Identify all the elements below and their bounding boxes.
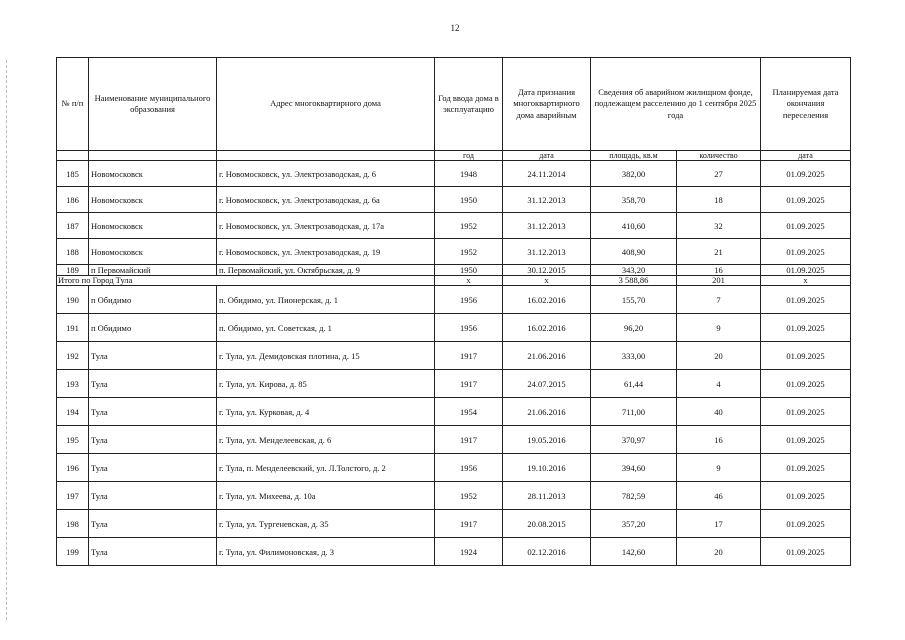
cell-date: 24.11.2014 — [503, 161, 591, 187]
cell-num: 192 — [57, 342, 89, 370]
table-row — [57, 342, 851, 370]
cell-count: 9 — [677, 314, 761, 342]
cell-address: п. Обидимо, ул. Пионерская, д. 1 — [217, 286, 435, 314]
cell-address: г. Новомосковск, ул. Электрозаводская, д. 6а — [217, 187, 435, 213]
cell-plan-date: 01.09.2025 — [761, 538, 851, 566]
cell-year: 1952 — [435, 239, 503, 265]
cell-plan-date: 01.09.2025 — [761, 161, 851, 187]
header-municipality: Наименование муниципального образования — [89, 58, 217, 151]
header-num: № п/п — [57, 58, 89, 151]
table-row — [57, 538, 851, 566]
subheader-date: дата — [503, 151, 591, 161]
cell-num: 198 — [57, 510, 89, 538]
cell-year: 1956 — [435, 454, 503, 482]
cell-municipality: п Обидимо — [89, 286, 217, 314]
header-year-built: Год ввода дома в эксплуатацию — [435, 58, 503, 151]
cell-plan-date: 01.09.2025 — [761, 239, 851, 265]
cell-num: 189 — [57, 265, 89, 276]
cell-address: г. Тула, ул. Кирова, д. 85 — [217, 370, 435, 398]
cell-year: 1948 — [435, 161, 503, 187]
cell-municipality: Новомосковск — [89, 187, 217, 213]
cell-plan-date: 01.09.2025 — [761, 482, 851, 510]
cell-address: г. Новомосковск, ул. Электрозаводская, д. 17а — [217, 213, 435, 239]
cell-area: 96,20 — [591, 314, 677, 342]
cell-plan-date: 01.09.2025 — [761, 265, 851, 276]
cell-count: 18 — [677, 187, 761, 213]
cell-num: 187 — [57, 213, 89, 239]
cell-area: 61,44 — [591, 370, 677, 398]
cell-address: г. Тула, ул. Курковая, д. 4 — [217, 398, 435, 426]
cell-plan-date: 01.09.2025 — [761, 454, 851, 482]
cell-count: 16 — [677, 265, 761, 276]
cell-address: г. Тула, ул. Филимоновская, д. 3 — [217, 538, 435, 566]
cell-count: 9 — [677, 454, 761, 482]
total-row — [57, 276, 851, 286]
cell-year: 1954 — [435, 398, 503, 426]
cell-count: 27 — [677, 161, 761, 187]
cell-date: 20.08.2015 — [503, 510, 591, 538]
cell-area: 394,60 — [591, 454, 677, 482]
cell-date: 31.12.2013 — [503, 239, 591, 265]
cell-municipality: Новомосковск — [89, 213, 217, 239]
table-row — [57, 426, 851, 454]
header-planned-date: Планируемая дата окончания переселения — [761, 58, 851, 151]
scan-edge-marks — [6, 60, 11, 620]
cell-municipality: Тула — [89, 342, 217, 370]
cell-municipality: Тула — [89, 370, 217, 398]
total-date: х — [503, 276, 591, 286]
cell-area: 358,70 — [591, 187, 677, 213]
cell-municipality: Тула — [89, 398, 217, 426]
cell-date: 28.11.2013 — [503, 482, 591, 510]
cell-municipality: Тула — [89, 426, 217, 454]
cell-area: 333,00 — [591, 342, 677, 370]
cell-count: 20 — [677, 538, 761, 566]
cell-year: 1917 — [435, 426, 503, 454]
table-row — [57, 161, 851, 187]
table-row — [57, 454, 851, 482]
cell-date: 21.06.2016 — [503, 342, 591, 370]
cell-year: 1917 — [435, 510, 503, 538]
cell-date: 21.06.2016 — [503, 398, 591, 426]
cell-num: 193 — [57, 370, 89, 398]
cell-num: 197 — [57, 482, 89, 510]
cell-date: 19.05.2016 — [503, 426, 591, 454]
cell-count: 16 — [677, 426, 761, 454]
cell-address: г. Тула, ул. Михеева, д. 10а — [217, 482, 435, 510]
header-address: Адрес многоквартирного дома — [217, 58, 435, 151]
subheader-count: количество — [677, 151, 761, 161]
cell-plan-date: 01.09.2025 — [761, 398, 851, 426]
cell-municipality: Тула — [89, 482, 217, 510]
total-plan: х — [761, 276, 851, 286]
cell-municipality: п Обидимо — [89, 314, 217, 342]
subheader-area: площадь, кв.м — [591, 151, 677, 161]
cell-num: 194 — [57, 398, 89, 426]
cell-year: 1924 — [435, 538, 503, 566]
cell-area: 357,20 — [591, 510, 677, 538]
header-row — [57, 58, 851, 151]
cell-date: 31.12.2013 — [503, 213, 591, 239]
cell-count: 32 — [677, 213, 761, 239]
cell-num: 186 — [57, 187, 89, 213]
cell-date: 24.07.2015 — [503, 370, 591, 398]
cell-count: 20 — [677, 342, 761, 370]
table-row — [57, 314, 851, 342]
cell-plan-date: 01.09.2025 — [761, 286, 851, 314]
cell-count: 17 — [677, 510, 761, 538]
cell-count: 21 — [677, 239, 761, 265]
cell-area: 782,59 — [591, 482, 677, 510]
cell-count: 46 — [677, 482, 761, 510]
cell-date: 19.10.2016 — [503, 454, 591, 482]
cell-plan-date: 01.09.2025 — [761, 342, 851, 370]
cell-address: г. Новомосковск, ул. Электрозаводская, д. 6 — [217, 161, 435, 187]
subheader-plan-date: дата — [761, 151, 851, 161]
cell-num: 190 — [57, 286, 89, 314]
cell-date: 16.02.2016 — [503, 314, 591, 342]
cell-plan-date: 01.09.2025 — [761, 370, 851, 398]
cell-num: 196 — [57, 454, 89, 482]
cell-date: 30.12.2015 — [503, 265, 591, 276]
total-label: Итого по Город Тула — [57, 276, 435, 286]
cell-year: 1956 — [435, 314, 503, 342]
cell-municipality: Тула — [89, 454, 217, 482]
header-emergency-info: Сведения об аварийном жилищном фонде, подлежащем расселению до 1 сентября 2025 года — [591, 58, 761, 151]
cell-area: 370,97 — [591, 426, 677, 454]
table-row — [57, 370, 851, 398]
cell-area: 142,60 — [591, 538, 677, 566]
table-row — [57, 213, 851, 239]
table-row — [57, 239, 851, 265]
total-count: 201 — [677, 276, 761, 286]
table-row — [57, 510, 851, 538]
table-row — [57, 286, 851, 314]
cell-municipality: Новомосковск — [89, 239, 217, 265]
housing-table — [56, 57, 851, 566]
cell-address: г. Тула, ул. Тургеневская, д. 35 — [217, 510, 435, 538]
cell-address: г. Тула, ул. Менделеевская, д. 6 — [217, 426, 435, 454]
total-area: 3 588,86 — [591, 276, 677, 286]
cell-num: 199 — [57, 538, 89, 566]
cell-year: 1917 — [435, 342, 503, 370]
cell-area: 410,60 — [591, 213, 677, 239]
cell-date: 02.12.2016 — [503, 538, 591, 566]
table-row — [57, 265, 851, 276]
cell-year: 1950 — [435, 265, 503, 276]
cell-municipality: Новомосковск — [89, 161, 217, 187]
cell-plan-date: 01.09.2025 — [761, 213, 851, 239]
table-row — [57, 482, 851, 510]
cell-year: 1950 — [435, 187, 503, 213]
page-number: 12 — [450, 23, 460, 33]
cell-area: 382,00 — [591, 161, 677, 187]
cell-area: 711,00 — [591, 398, 677, 426]
cell-plan-date: 01.09.2025 — [761, 187, 851, 213]
cell-address: п. Первомайский, ул. Октябрьская, д. 9 — [217, 265, 435, 276]
cell-address: п. Обидимо, ул. Советская, д. 1 — [217, 314, 435, 342]
cell-count: 40 — [677, 398, 761, 426]
cell-address: г. Тула, ул. Демидовская плотина, д. 15 — [217, 342, 435, 370]
cell-count: 4 — [677, 370, 761, 398]
cell-num: 185 — [57, 161, 89, 187]
cell-date: 31.12.2013 — [503, 187, 591, 213]
cell-area: 155,70 — [591, 286, 677, 314]
cell-plan-date: 01.09.2025 — [761, 426, 851, 454]
cell-num: 188 — [57, 239, 89, 265]
cell-num: 195 — [57, 426, 89, 454]
cell-year: 1952 — [435, 482, 503, 510]
cell-area: 408,90 — [591, 239, 677, 265]
cell-plan-date: 01.09.2025 — [761, 314, 851, 342]
total-year: х — [435, 276, 503, 286]
cell-year: 1952 — [435, 213, 503, 239]
cell-municipality: Тула — [89, 510, 217, 538]
table-row — [57, 398, 851, 426]
cell-municipality: п Первомайский — [89, 265, 217, 276]
cell-year: 1956 — [435, 286, 503, 314]
header-date-declared: Дата признания многоквартирного дома аварийным — [503, 58, 591, 151]
cell-area: 343,20 — [591, 265, 677, 276]
cell-date: 16.02.2016 — [503, 286, 591, 314]
cell-year: 1917 — [435, 370, 503, 398]
cell-address: г. Новомосковск, ул. Электрозаводская, д. 19 — [217, 239, 435, 265]
cell-num: 191 — [57, 314, 89, 342]
subheader-year: год — [435, 151, 503, 161]
cell-address: г. Тула, п. Менделеевский, ул. Л.Толстого, д. 2 — [217, 454, 435, 482]
cell-plan-date: 01.09.2025 — [761, 510, 851, 538]
table-row — [57, 187, 851, 213]
cell-municipality: Тула — [89, 538, 217, 566]
subheader-row — [57, 151, 851, 161]
cell-count: 7 — [677, 286, 761, 314]
